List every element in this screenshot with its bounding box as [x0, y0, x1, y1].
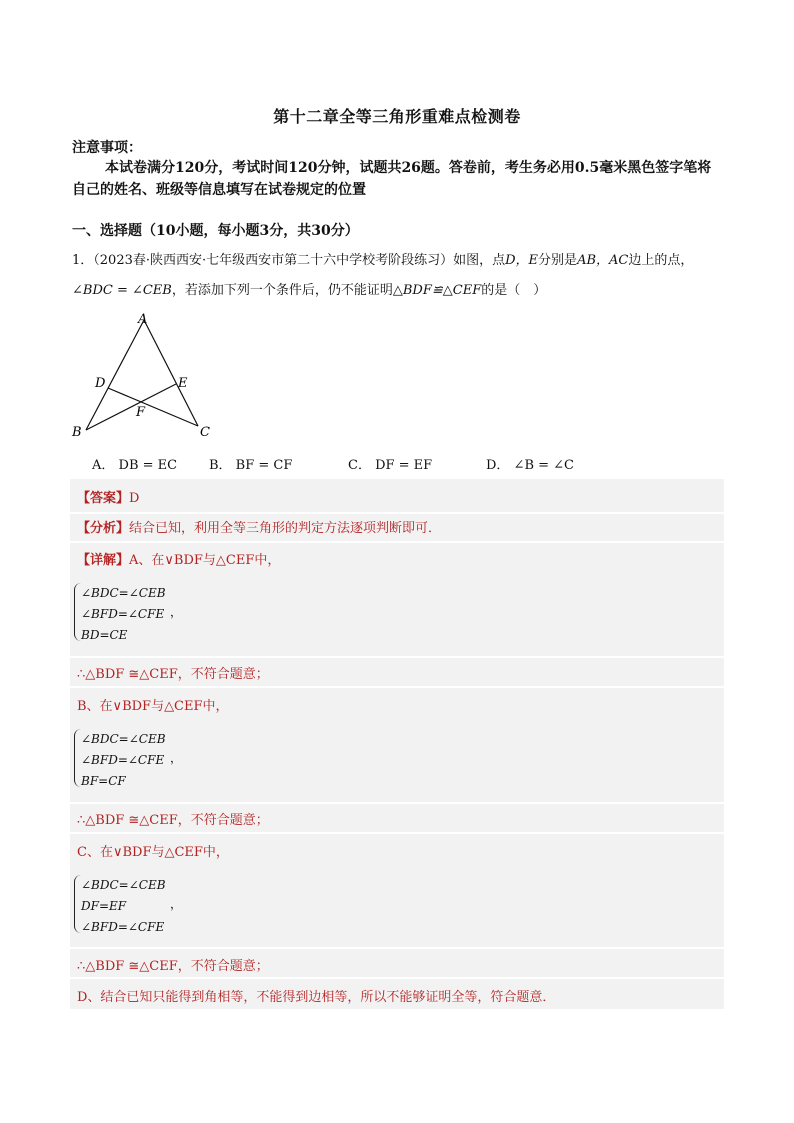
question-text: 边上的点， — [628, 253, 694, 268]
brace-icon — [74, 729, 81, 787]
label-a: A — [138, 312, 148, 327]
brace-icon — [74, 583, 81, 641]
system-comma: ， — [170, 751, 183, 765]
system-comma: ， — [170, 897, 183, 911]
question-1 — [72, 246, 724, 306]
label-d: D — [95, 376, 106, 391]
question-line-1 — [72, 246, 724, 276]
label-c: C — [200, 425, 210, 440]
case-b-intro: B、在∨BDF与△CEF中， — [77, 699, 229, 714]
divider — [70, 541, 724, 543]
triangle-figure — [66, 306, 226, 442]
question-congruence: △BDF≌△CEF — [392, 283, 482, 298]
question-text: 分别是 — [538, 253, 578, 268]
case-b-result: ∴△BDF ≅△CEF，不符合题意； — [77, 813, 269, 828]
question-text: ，若添加下列一个条件后，仍不能证明 — [171, 283, 393, 298]
analysis-text: 结合已知，利用全等三角形的判定方法逐项判断即可． — [129, 521, 442, 536]
answer-tag: 【答案】 — [77, 491, 130, 506]
option-d[interactable]: D． ∠B = ∠C — [486, 458, 574, 473]
analysis-tag: 【分析】 — [77, 521, 130, 536]
case-d-text: D、结合已知只能得到角相等，不能得到边相等，所以不能够证明全等，符合题意． — [77, 990, 556, 1005]
system-line: ∠BFD=∠CFE — [81, 753, 165, 767]
label-b: B — [72, 425, 82, 440]
option-a[interactable]: A． DB = EC — [92, 458, 178, 473]
divider — [70, 686, 724, 688]
system-line: DF=EF — [81, 899, 127, 913]
case-a-intro: A、在∨BDF与△CEF中， — [129, 553, 281, 568]
question-text: 的是（ ） — [481, 283, 547, 298]
divider — [70, 656, 724, 658]
option-b[interactable]: B． BF = CF — [209, 458, 293, 473]
system-line: ∠BDC=∠CEB — [81, 732, 166, 746]
section-heading: 一、选择题（10小题，每小题3分，共30分） — [72, 223, 359, 239]
question-points: D，E — [505, 253, 539, 268]
system-comma: ， — [170, 605, 183, 619]
segment-ac — [144, 320, 198, 426]
label-e: E — [178, 376, 188, 391]
system-line: ∠BFD=∠CFE — [81, 920, 165, 934]
question-line-2 — [72, 276, 724, 306]
notice-heading: 注意事项： — [72, 140, 142, 156]
page-title: 第十二章全等三角形重难点检测卷 — [273, 107, 521, 126]
label-f: F — [136, 405, 146, 420]
divider — [70, 512, 724, 514]
notice-body: 本试卷满分120分，考试时间120分钟，试题共26题。答卷前，考生务必用0.5毫米黑色签字笔将自己的姓名、班级等信息填写在试卷规定的位置 — [72, 160, 712, 198]
answer-value: D — [129, 491, 140, 506]
question-condition: ∠BDC = ∠CEB — [72, 283, 172, 298]
divider — [70, 832, 724, 834]
divider — [70, 802, 724, 804]
divider — [70, 947, 724, 949]
system-line: ∠BDC=∠CEB — [81, 586, 166, 600]
divider — [70, 977, 724, 979]
detail-tag: 【详解】 — [77, 553, 130, 568]
detail-row — [77, 549, 280, 568]
case-c-intro: C、在∨BDF与△CEF中， — [77, 845, 229, 860]
case-c-result: ∴△BDF ≅△CEF，不符合题意； — [77, 959, 269, 974]
option-c[interactable]: C． DF = EF — [348, 458, 433, 473]
system-line: ∠BFD=∠CFE — [81, 607, 165, 621]
brace-icon — [74, 875, 81, 933]
question-segments: AB，AC — [577, 253, 629, 268]
case-a-result: ∴△BDF ≅△CEF，不符合题意； — [77, 667, 269, 682]
system-line: ∠BDC=∠CEB — [81, 878, 166, 892]
segment-dc — [108, 388, 198, 426]
question-text: 1．（2023春·陕西西安·七年级西安市第二十六中学校考阶段练习）如图，点 — [72, 253, 506, 268]
system-line: BD=CE — [81, 628, 128, 642]
answer-row — [77, 487, 139, 506]
system-line: BF=CF — [81, 774, 126, 788]
analysis-row — [77, 517, 441, 536]
